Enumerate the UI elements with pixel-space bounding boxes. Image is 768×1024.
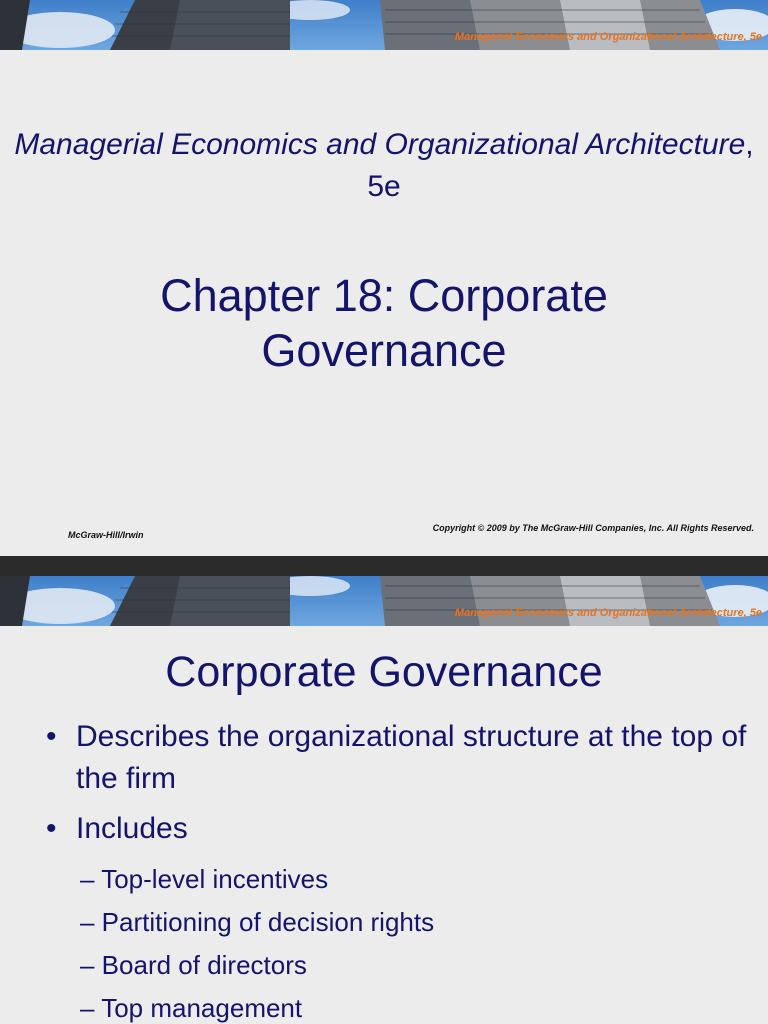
content-slide (0, 576, 768, 1024)
slide-divider (0, 556, 768, 576)
chapter-title (0, 268, 768, 378)
header-course-title: Managerial Economics and Organizational Architecture, 5e (454, 31, 762, 43)
header-course-title: Managerial Economics and Organizational Architecture, 5e (454, 607, 762, 619)
bullet-icon: • (46, 720, 57, 753)
header-banner (0, 576, 768, 626)
sub-bullet-item: – Board of directors (80, 950, 307, 980)
book-edition: , 5e (367, 128, 754, 203)
sub-bullet-item: – Partitioning of decision rights (80, 907, 435, 937)
sub-bullet-item: – Top management (80, 993, 303, 1023)
bullet-text: Describes the organizational structure at the top of the firm (76, 720, 747, 795)
copyright-notice: Copyright © 2009 by The McGraw-Hill Companies, Inc. All Rights Reserved. (432, 523, 754, 533)
bullet-list (30, 716, 750, 1024)
book-title (0, 124, 768, 208)
book-title-italic: Managerial Economics and Organizational Architecture (14, 128, 746, 161)
bullet-item (30, 808, 750, 850)
bullet-icon: • (46, 812, 57, 845)
chapter-title-line2: Governance (261, 325, 507, 376)
publisher-label: McGraw-Hill/Irwin (68, 530, 144, 540)
bullet-item (30, 716, 750, 800)
sub-bullet-item: – Top-level incentives (80, 864, 329, 894)
bullet-text: Includes (76, 812, 188, 845)
chapter-title-line1: Chapter 18: Corporate (160, 270, 608, 321)
slide-title: Corporate Governance (165, 648, 603, 696)
header-banner (0, 0, 768, 50)
